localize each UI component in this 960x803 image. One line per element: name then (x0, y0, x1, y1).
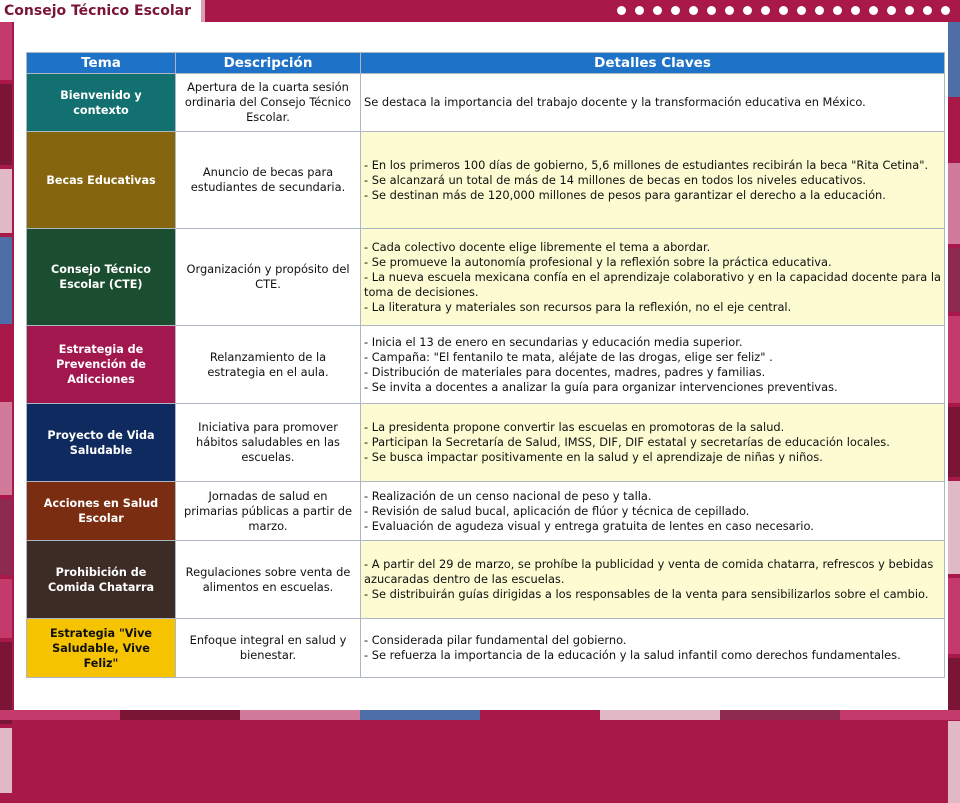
dot (941, 6, 950, 15)
detail-line: - La literatura y materiales son recursos para la reflexión, no el eje central. (364, 299, 792, 314)
table-row (27, 326, 945, 404)
dot (833, 6, 842, 15)
stripe-segment (0, 22, 12, 80)
stripe-segment (0, 328, 12, 398)
stripe-segment (948, 721, 960, 803)
stripe-segment (0, 84, 12, 165)
dot (653, 6, 662, 15)
dot (887, 6, 896, 15)
dot (761, 6, 770, 15)
detail-line: - Se distribuirán guías dirigidas a los responsables de la venta para sensibilizarlos sobre el cambio. (364, 587, 929, 601)
description-cell: Relanzamiento de la estrategia en el aula. (176, 326, 361, 404)
detail-line: - La presidenta propone convertir las escuelas en promotoras de la salud. (364, 420, 785, 434)
detail-line: - Inicia el 13 de enero en secundarias y educación media superior. (364, 334, 743, 349)
table-row (27, 404, 945, 482)
detail-line: Se destaca la importancia del trabajo docente y la transformación educativa en México. (364, 95, 866, 109)
topic-cell: Estrategia "Vive Saludable, Vive Feliz" (27, 619, 176, 678)
topic-cell: Becas Educativas (27, 132, 176, 229)
dot (743, 6, 752, 15)
dot (923, 6, 932, 15)
detail-line: - A partir del 29 de marzo, se prohíbe la publicidad y venta de comida chatarra, refrescos y bebidas azucaradas dentro de las escuelas. (364, 557, 934, 586)
stripe-segment (0, 169, 12, 233)
topic-cell: Consejo Técnico Escolar (CTE) (27, 229, 176, 326)
description-cell: Apertura de la cuarta sesión ordinaria del Consejo Técnico Escolar. (176, 74, 361, 132)
details-cell (361, 74, 945, 132)
dot (905, 6, 914, 15)
stripe-segment (948, 316, 960, 403)
topic-cell: Proyecto de Vida Saludable (27, 404, 176, 482)
dot (635, 6, 644, 15)
detail-line: - Distribución de materiales para docentes, madres, padres y familias. (364, 364, 766, 379)
stripe-segment (0, 728, 12, 793)
stripe-segment (948, 658, 960, 717)
table-header-row (27, 53, 945, 74)
detail-line: - Revisión de salud bucal, aplicación de flúor y técnica de cepillado. (364, 503, 750, 518)
detail-line: - Se invita a docentes a analizar la guía para organizar intervenciones preventivas. (364, 379, 838, 394)
stripe-segment (0, 499, 12, 575)
column-header-description: Descripción (176, 53, 361, 74)
table-row (27, 74, 945, 132)
topic-cell: Acciones en Salud Escolar (27, 482, 176, 541)
table-row (27, 132, 945, 229)
bottom-decorative-stripe (0, 710, 960, 720)
right-decorative-stripe (948, 22, 960, 720)
description-cell: Organización y propósito del CTE. (176, 229, 361, 326)
decorative-dots (617, 6, 950, 15)
brand-title: Consejo Técnico Escolar (0, 0, 205, 22)
slide-content (14, 22, 948, 710)
topic-cell: Estrategia de Prevención de Adicciones (27, 326, 176, 404)
dot (707, 6, 716, 15)
dot (671, 6, 680, 15)
detail-line: - Se alcanzará un total de más de 14 millones de becas en todos los niveles educativos. (364, 172, 867, 187)
stripe-segment (948, 163, 960, 244)
stripe-segment (948, 578, 960, 654)
description-cell: Enfoque integral en salud y bienestar. (176, 619, 361, 678)
table-row (27, 229, 945, 326)
stripe-segment (948, 407, 960, 477)
top-banner (0, 0, 960, 22)
column-header-details: Detalles Claves (361, 53, 945, 74)
description-cell: Iniciativa para promover hábitos saludables en las escuelas. (176, 404, 361, 482)
details-cell (361, 132, 945, 229)
table-row (27, 482, 945, 541)
dot (797, 6, 806, 15)
description-cell: Regulaciones sobre venta de alimentos en escuelas. (176, 541, 361, 619)
stripe-segment (948, 101, 960, 159)
dot (725, 6, 734, 15)
column-header-topic: Tema (27, 53, 176, 74)
stripe-segment (948, 481, 960, 574)
detail-line: - Campaña: "El fentanilo te mata, aléjate de las drogas, elige ser feliz" . (364, 349, 773, 364)
table-row (27, 541, 945, 619)
details-cell (361, 326, 945, 404)
topic-cell: Prohibición de Comida Chatarra (27, 541, 176, 619)
dot (851, 6, 860, 15)
details-cell (361, 404, 945, 482)
stripe-segment (0, 402, 12, 495)
details-cell (361, 229, 945, 326)
topic-cell: Bienvenido y contexto (27, 74, 176, 132)
description-cell: Anuncio de becas para estudiantes de secundaria. (176, 132, 361, 229)
details-cell (361, 482, 945, 541)
detail-line: - Participan la Secretaría de Salud, IMSS, DIF, DIF estatal y secretarías de educación locales. (364, 435, 890, 449)
summary-table (26, 52, 945, 678)
dot (779, 6, 788, 15)
stripe-segment (948, 248, 960, 312)
dot (617, 6, 626, 15)
dot (815, 6, 824, 15)
stripe-segment (0, 579, 12, 638)
stripe-segment (948, 22, 960, 97)
details-cell (361, 541, 945, 619)
detail-line: - Se destinan más de 120,000 millones de pesos para garantizar el derecho a la educación. (364, 187, 886, 202)
detail-line: - La nueva escuela mexicana confía en el aprendizaje colaborativo y en la capacidad docente para la toma de decisiones. (364, 269, 941, 299)
details-cell (361, 619, 945, 678)
dot (689, 6, 698, 15)
left-decorative-stripe (0, 22, 12, 720)
detail-line: - Evaluación de agudeza visual y entrega gratuita de lentes en caso necesario. (364, 518, 814, 533)
stripe-segment (0, 237, 12, 324)
detail-line: - Se busca impactar positivamente en la salud y el aprendizaje de niñas y niños. (364, 450, 823, 464)
detail-line: - Cada colectivo docente elige libremente el tema a abordar. (364, 239, 711, 254)
detail-line: - En los primeros 100 días de gobierno, 5,6 millones de estudiantes recibirán la beca "Rita Cetina". (364, 157, 929, 172)
detail-line: - Se refuerza la importancia de la educación y la salud infantil como derechos fundamentales. (364, 648, 901, 662)
dot (869, 6, 878, 15)
detail-line: - Se promueve la autonomía profesional y la reflexión sobre la práctica educativa. (364, 254, 832, 269)
detail-line: - Considerada pilar fundamental del gobierno. (364, 633, 627, 647)
table-row (27, 619, 945, 678)
detail-line: - Realización de un censo nacional de peso y talla. (364, 488, 652, 503)
description-cell: Jornadas de salud en primarias públicas a partir de marzo. (176, 482, 361, 541)
